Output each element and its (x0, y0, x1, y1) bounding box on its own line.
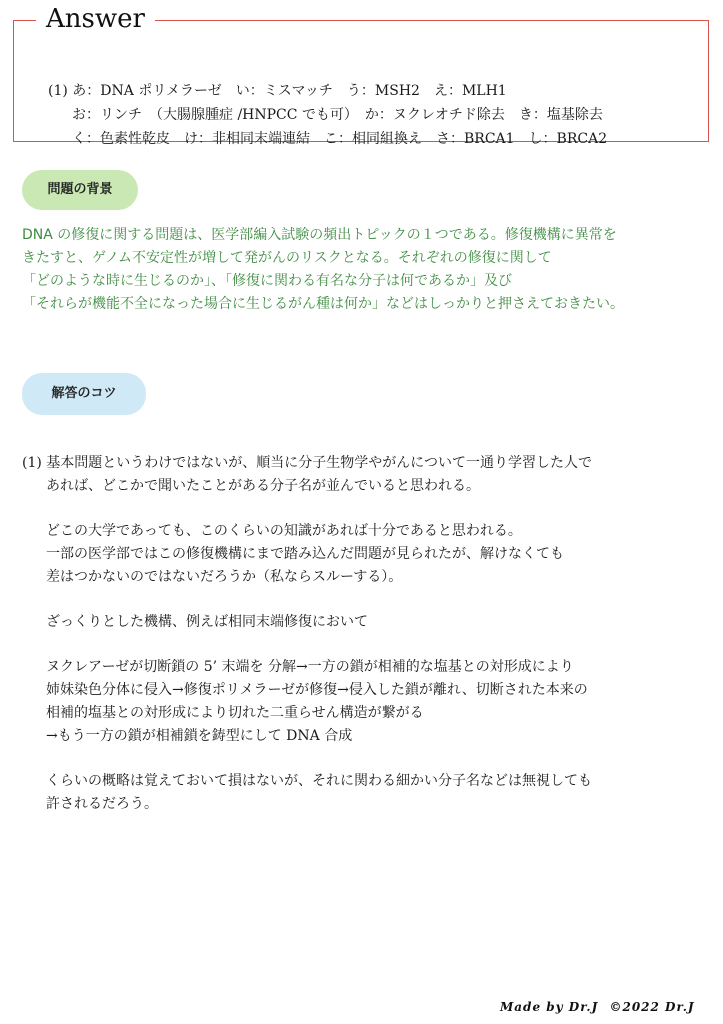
copyright-text: ©2022 Dr.J (609, 1000, 695, 1014)
answer-line-3: く：色素性乾皮 け：非相同末端連結 こ：相同組換え さ：BRCA1 し：BRCA2 (72, 131, 608, 147)
background-line: 「どのような時に生じるのか」、「修復に関わる有名な分子は何であるか」及び (22, 273, 512, 289)
background-text (22, 224, 712, 316)
tips-label: 解答のコツ (22, 373, 146, 415)
tips-line: ヌクレアーゼが切断鎖の 5’ 末端を 分解→一方の鎖が相補的な塩基との対形成により (46, 659, 574, 675)
answer-box (13, 20, 709, 147)
tips-line: ざっくりとした機構、例えば相同末端修復において (46, 614, 368, 630)
tips-line: 許されるだろう。 (46, 796, 158, 812)
tips-line: 一部の医学部ではこの修復機構にまで踏み込んだ問題が見られたが、解けなくても (46, 546, 564, 562)
answer-line-2: お：リンチ （大腸腺腫症 /HNPCC でも可） か：ヌクレオチド除去 き：塩基除去 (72, 107, 603, 123)
tips-line: どこの大学であっても、このくらいの知識があれば十分であると思われる。 (46, 523, 522, 539)
answer-title: Answer (36, 2, 155, 36)
background-line: きたすと、ゲノム不安定性が増して発がんのリスクとなる。それぞれの修復に関して (22, 250, 552, 266)
tips-line: 差はつかないのではないだろうか（私ならスルーする）。 (46, 569, 403, 585)
background-label: 問題の背景 (22, 170, 138, 210)
answer-lines (48, 79, 607, 151)
tips-line: あれば、どこかで聞いたことがある分子名が並んでいると思われる。 (46, 478, 480, 494)
tips-line: くらいの概略は覚えておいて損はないが、それに関わる細かい分子名などは無視しても (46, 773, 592, 789)
tips-line: 相補的塩基との対形成により切れた二重らせん構造が繋がる (46, 705, 424, 721)
tips-line: (1) 基本問題というわけではないが、順当に分子生物学やがんについて一通り学習した人で (22, 455, 592, 471)
tips-line: →もう一方の鎖が相補鎖を鋳型にして DNA 合成 (46, 728, 353, 744)
background-line: 「それらが機能不全になった場合に生じるがん種は何か」などはしっかりと押さえておきたい。 (22, 296, 624, 312)
background-line: DNA の修復に関する問題は、医学部編入試験の頻出トピックの１つである。修復機構に異常を (22, 227, 617, 243)
tips-text (22, 452, 712, 816)
made-by-text: Made by Dr.J (500, 1000, 599, 1014)
tips-line: 姉妹染色分体に侵入→修復ポリメラーゼが修復→侵入した鎖が離れ、切断された本来の (46, 682, 588, 698)
answer-line-1: (1) あ：DNA ポリメラーゼ い：ミスマッチ う：MSH2 え：MLH1 (48, 83, 507, 99)
footer-credit (500, 1000, 701, 1014)
